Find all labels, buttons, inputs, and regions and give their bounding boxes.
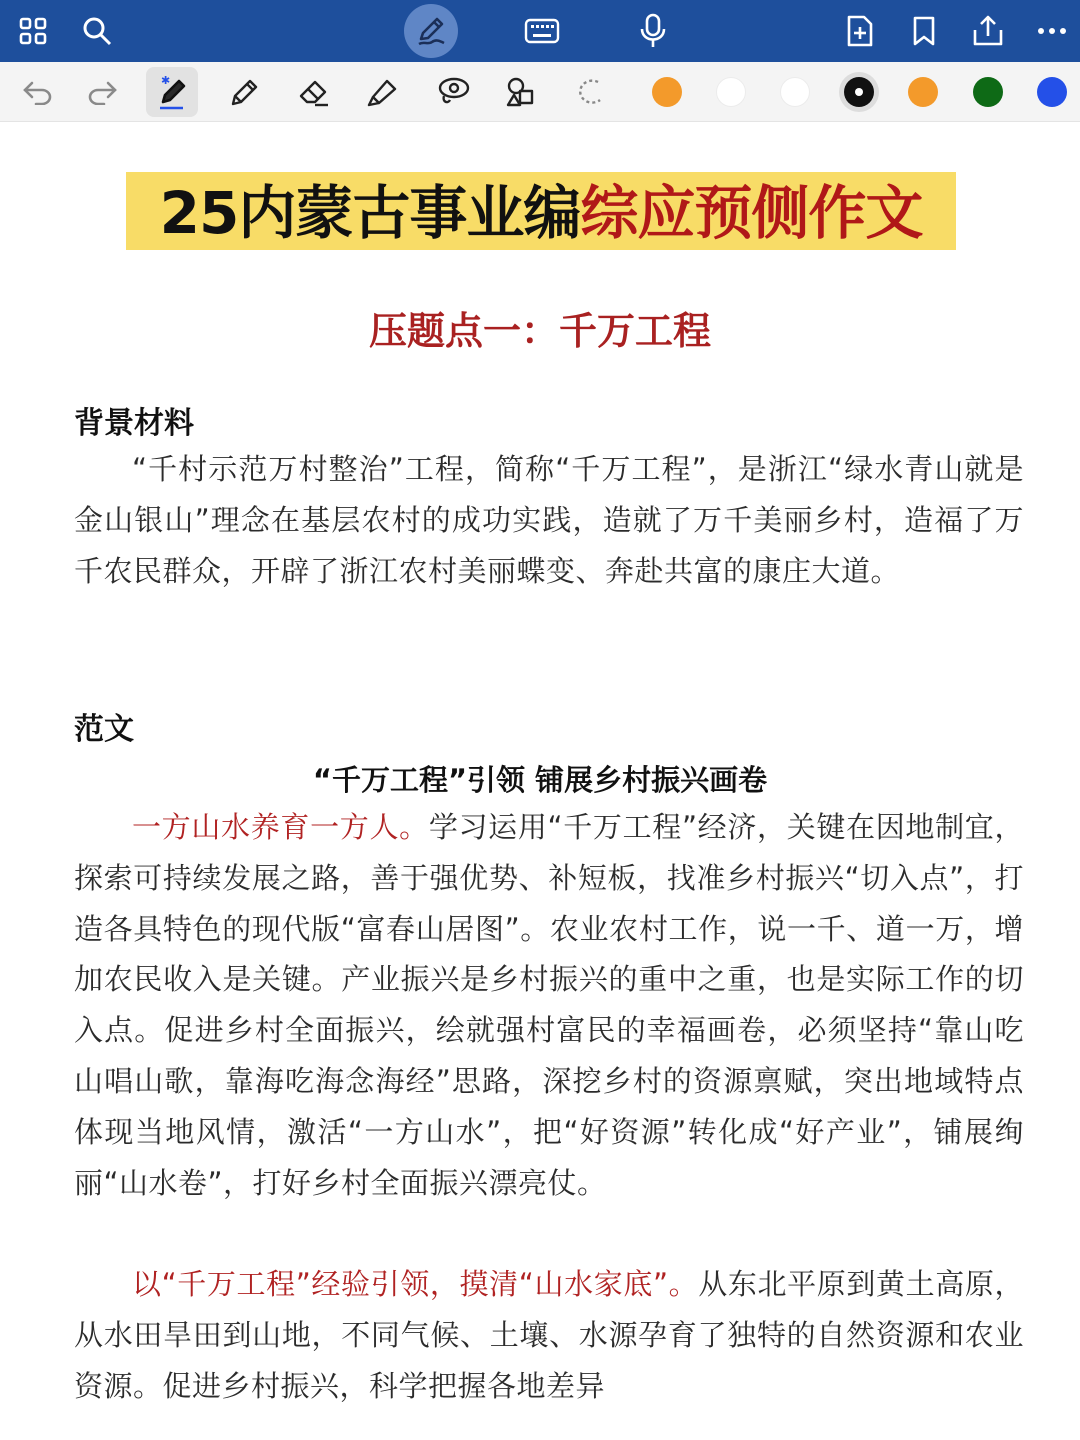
keyboard-icon[interactable] xyxy=(520,0,564,62)
bookmark-icon[interactable] xyxy=(908,0,940,62)
redo-icon[interactable] xyxy=(76,62,128,122)
grid-icon[interactable] xyxy=(14,0,52,62)
color-swatch-orange-2[interactable] xyxy=(908,77,938,107)
background-heading: 背景材料 xyxy=(74,406,194,441)
para2-highlight: 以“千万工程”经验引领，摸清“山水家底”。 xyxy=(132,1267,699,1301)
highlighter-icon[interactable] xyxy=(356,62,408,122)
title-dark-part: 25内蒙古事业编 xyxy=(159,179,581,247)
para2-body: 从东北平原到黄土高原，从水田旱田到山地，不同气候、土壤、水源孕育了独特的自然资源和农业资源。促进乡村振兴，科学把握各地差异 xyxy=(74,1267,1024,1403)
essay-title: “千万工程”引领 铺展乡村振兴画卷 xyxy=(312,763,768,797)
color-swatch-green[interactable] xyxy=(973,77,1003,107)
share-icon[interactable] xyxy=(968,0,1008,62)
pen-write-icon[interactable] xyxy=(404,4,458,58)
microphone-icon[interactable] xyxy=(636,0,670,62)
page-title xyxy=(126,174,956,252)
color-swatch-white-2[interactable] xyxy=(780,77,810,107)
color-swatch-white[interactable] xyxy=(716,77,746,107)
app-top-bar xyxy=(0,0,1080,62)
lasso-icon[interactable] xyxy=(428,62,480,122)
svg-text:✱: ✱ xyxy=(161,74,171,87)
essay-paragraph-2 xyxy=(74,1259,1024,1411)
background-paragraph: “千村示范万村整治”工程，简称“千万工程”，是浙江“绿水青山就是金山银山”理念在基层农村的成功实践，造就了万千美丽乡村，造福了万千农民群众，开辟了浙江农村美丽蝶变、奔赴共富的康庄大道。 xyxy=(74,452,1024,588)
add-page-icon[interactable] xyxy=(842,0,878,62)
title-red-part: 综应预侧作文 xyxy=(580,179,923,247)
smart-pen-icon[interactable] xyxy=(146,67,198,117)
document-page[interactable] xyxy=(0,122,1080,1440)
color-swatch-blue[interactable] xyxy=(1037,77,1067,107)
eraser-icon[interactable] xyxy=(288,62,340,122)
undo-icon[interactable] xyxy=(12,62,64,122)
search-icon[interactable] xyxy=(78,0,116,62)
color-swatch-black-selected[interactable] xyxy=(844,77,874,107)
essay-heading: 范文 xyxy=(74,712,134,747)
pencil-icon[interactable] xyxy=(218,62,270,122)
para1-highlight: 一方山水养育一方人。 xyxy=(132,810,429,844)
color-swatch-orange[interactable] xyxy=(652,77,682,107)
selected-indicator xyxy=(855,88,863,96)
shapes-icon[interactable] xyxy=(496,62,548,122)
subtitle: 压题点一：千万工程 xyxy=(368,309,711,353)
essay-paragraph-1 xyxy=(74,802,1024,1208)
dashed-lasso-icon[interactable] xyxy=(566,62,618,122)
more-icon[interactable] xyxy=(1034,0,1070,62)
para1-body: 学习运用“千万工程”经济，关键在因地制宜，探索可持续发展之路，善于强优势、补短板，找准乡村振兴“切入点”，打造各具特色的现代版“富春山居图”。农业农村工作，说一千、道一万，增加农民收入是关键。产业振兴是乡村振兴的重中之重，也是实际工作的切入点。促进乡村全面振兴，绘就强村富民的幸福画卷，必须坚持“靠山吃山唱山歌，靠海吃海念海经”思路，深挖乡村的资源禀赋，突出地域特点体现当地风情，激活“一方山水”，把“好资源”转化成“好产业”，铺展绚丽“山水卷”，打好乡村全面振兴漂亮仗。 xyxy=(74,810,1024,1200)
